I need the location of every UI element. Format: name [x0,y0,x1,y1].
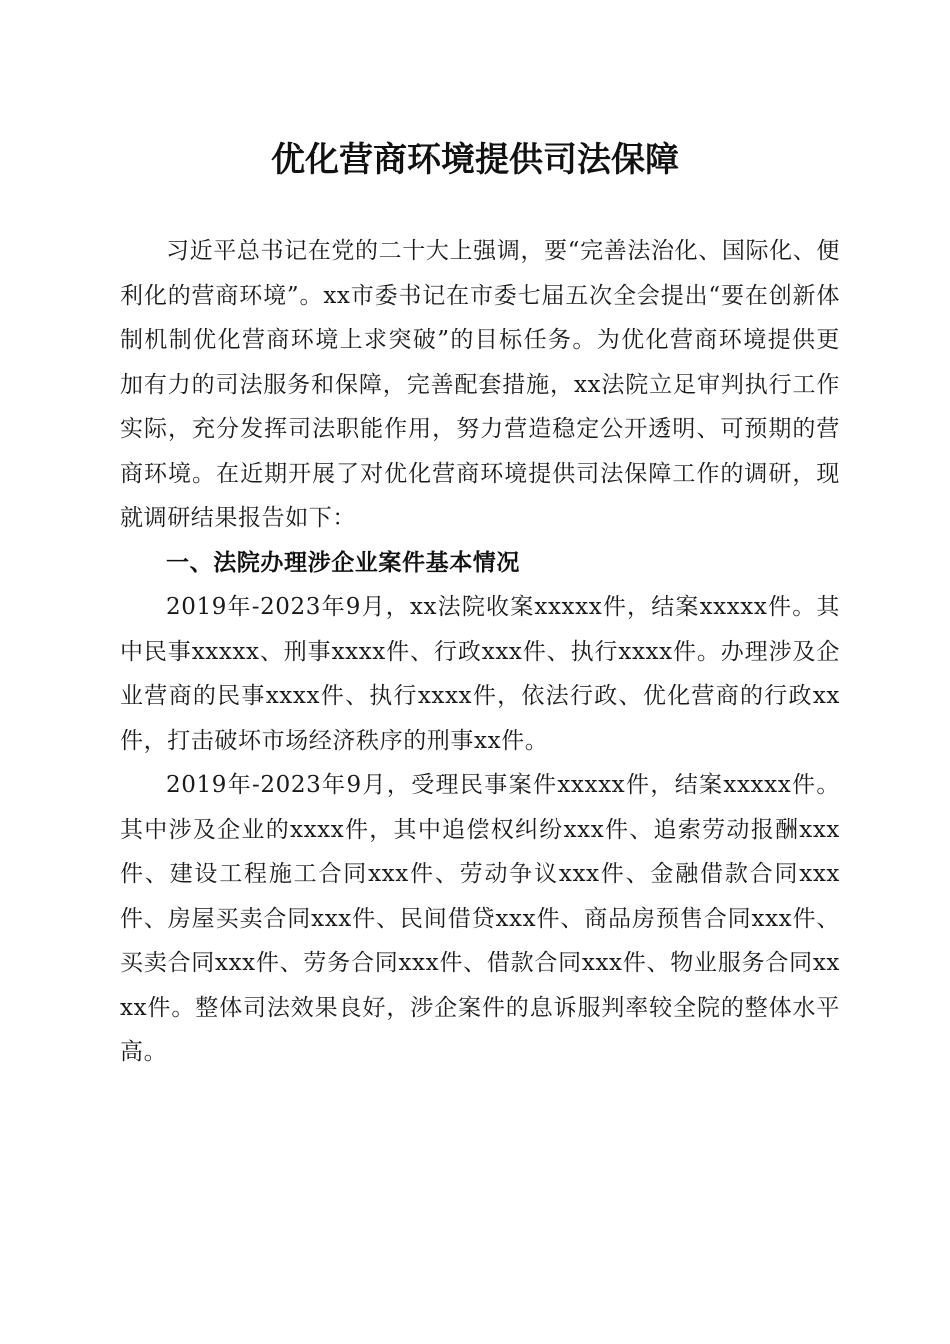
document-title: 优化营商环境提供司法保障 [271,140,679,180]
document-body [120,229,840,1075]
civil-case-paragraph: 2019年-2023年9月，受理民事案件xxxxx件，结案xxxxx件。其中涉及企业的xxxx件，其中追偿权纠纷xxx件、追索劳动报酬xxx件、建设工程施工合同xxx件、劳动争议xxx件、金融借款合同xxx件、房屋买卖合同xxx件、民间借贷xxx件、商品房预售合同xxx件、买卖合同xxx件、劳务合同xxx件、借款合同xxx件、物业服务合同xxxx件。整体司法效果良好，涉企案件的息诉服判率较全院的整体水平高。 [120,772,840,1065]
section-heading: 一、法院办理涉企业案件基本情况 [166,549,520,576]
case-summary-paragraph: 2019年-2023年9月，xx法院收案xxxxx件，结案xxxxx件。其中民事xxxxx、刑事xxxx件、行政xxx件、执行xxxx件。办理涉及企业营商的民事xxxx件、执行xxxx件，依法行政、优化营商的行政xx件，打击破坏市场经济秩序的刑事xx件。 [120,594,840,754]
intro-paragraph: 习近平总书记在党的二十大上强调，要“完善法治化、国际化、便利化的营商环境”。xx市委书记在市委七届五次全会提出“要在创新体制机制优化营商环境上求突破”的目标任务。为优化营商环境提供更加有力的司法服务和保障，完善配套措施，xx法院立足审判执行工作实际，充分发挥司法职能作用，努力营造稳定公开透明、可预期的营商环境。在近期开展了对优化营商环境提供司法保障工作的调研，现就调研结果报告如下： [120,238,840,531]
